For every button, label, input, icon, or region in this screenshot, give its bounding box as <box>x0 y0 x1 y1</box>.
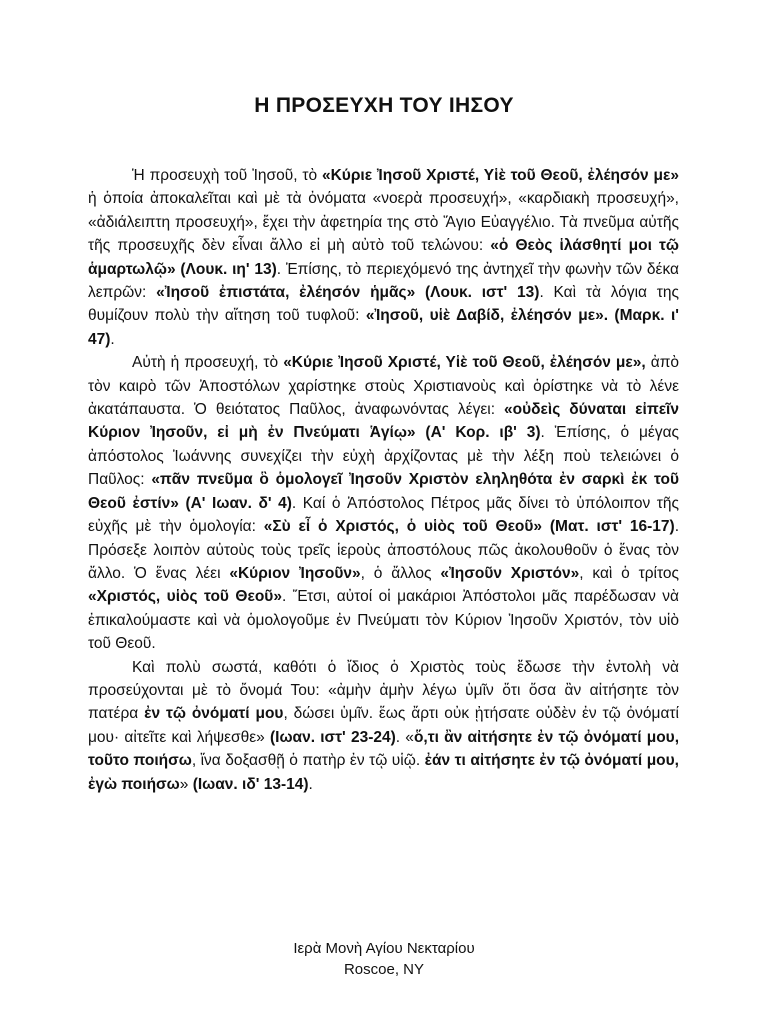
page-title: Η ΠΡΟΣΕΥΧΗ ΤΟΥ ΙΗΣΟΥ <box>254 94 514 117</box>
bold-run: «Κύριον Ἰησοῦν» <box>229 564 361 582</box>
text-run: . Ἐπίσης, τὸ περιεχόμενό της ἀντηχεῖ τὴν φωνὴν τῶν δέκα λεπρῶν: <box>88 260 679 302</box>
footer-location: Roscoe, NY <box>343 961 425 978</box>
bold-run: ὅ,τι ἂν αἰτήσητε ἐν τῷ ὀνόματί μου, τοῦτο ποιήσω <box>88 728 680 770</box>
paragraph-3 <box>88 656 679 796</box>
body-text <box>88 164 679 796</box>
text-run: . « <box>395 728 414 746</box>
paragraph-2 <box>88 351 679 655</box>
footer <box>0 938 768 980</box>
text-run: Ἡ προσευχὴ τοῦ Ἰησοῦ, τὸ <box>132 167 322 184</box>
text-run: , ὁ ἄλλος <box>360 564 441 582</box>
text-run: , δώσει ὑμῖν. ἕως ἄρτι οὐκ ᾐτήσατε οὐδὲν ἐν τῷ ὀνόματί μου· αἰτεῖτε καὶ λήψεσθε» <box>88 705 680 746</box>
text-run: Αὐτὴ ἡ προσευχή, τὸ <box>132 354 284 372</box>
text-run: ἀπὸ τὸν καιρὸ τῶν Ἀποστόλων χαρίστηκε στοὺς Χριστιανοὺς καὶ ὁρίστηκε νὰ τὸ λένε ἀκατάπαυστα. Ὁ θειότατος Παῦλος, ἀναφωνόντας λέγει: <box>88 354 680 419</box>
bold-run: ἐάν τι αἰτήσητε ἐν τῷ ὀνόματί μου, ἐγὼ ποιήσω <box>88 752 679 793</box>
bold-run: (Ιωαν. ιδ' 13-14) <box>192 775 309 793</box>
text-run: , καὶ ὁ τρίτος <box>579 564 679 582</box>
text-run: . <box>308 775 313 793</box>
text-run: ἡ ὁποία ἀποκαλεῖται καὶ μὲ τὰ ὀνόματα «νοερὰ προσευχή», «καρδιακὴ προσευχή», «ἀδιάλειπτη προσευχή», ἔχει τὴν ἀφετηρία της στὸ Ἅγιο Εὐαγγέλιο. Τὰ πνεῦμα αὐτῆς τῆς προσευχῆς δὲν εἶναι ἄλλο εἰ μὴ αὐτὸ τοῦ τελώνου: <box>88 190 679 255</box>
bold-run: «Ἰησοῦ ἐπιστάτα, ἐλέησόν ἡμᾶς» (Λουκ. ιστ' 13) <box>156 284 540 302</box>
text-run: Καὶ πολὺ σωστά, καθότι ὁ ἴδιος ὁ Χριστὸς τοὺς ἔδωσε τὴν ἐντολὴ νὰ προσεύχονται μὲ τὸ ὄνομά Του: «ἀμὴν ἀμὴν λέγω ὑμῖν ὅτι ὅσα ἂν αἰτήσητε τὸν πατέρα <box>88 658 679 723</box>
text-run: . Καί ὁ Ἀπόστολος Πέτρος μᾶς δίνει τὸ ὑπόλοιπον τῆς εὐχῆς μὲ τὴν ὁμολογία: <box>88 494 679 536</box>
text-run: . Πρόσεξε λοιπὸν αὐτοὺς τοὺς τρεῖς ἱεροὺς ἀποστόλους πῶς ἀκολουθοῦν ὁ ἕνας τὸν ἄλλο. Ὁ ἕνας λέει <box>88 518 679 582</box>
text-run: . Καὶ τὰ λόγια της θυμίζουν πολὺ τὴν αἴτηση τοῦ τυφλοῦ: <box>88 284 680 325</box>
bold-run: «Ἰησοῦν Χριστόν» <box>440 564 580 582</box>
text-run: . Ἔτσι, αὐτοί οἱ μακάριοι Ἀπόστολοι μᾶς παρέδωσαν νὰ ἐπικαλούμαστε καὶ νὰ ὁμολογοῦμε ἐν Πνεύματι τὸν Κύριον Ἰησοῦν Χριστόν, τὸν υἱὸ τοῦ Θεοῦ. <box>88 588 680 653</box>
text-run: . <box>110 330 115 348</box>
text-run: » <box>179 775 193 793</box>
bold-run: «Κύριε Ἰησοῦ Χριστέ, Υἱὲ τοῦ Θεοῦ, ἐλέησόν με», <box>283 354 646 372</box>
text-run: . Ἐπίσης, ὁ μέγας ἀπόστολος Ἰωάννης συνεχίζει τὴν εὐχὴ ἀρχίζοντας μὲ τὴν λέξη ποὺ τελειώνει ὁ Παῦλος: <box>88 424 679 489</box>
text-run: , ἵνα δοξασθῇ ὁ πατὴρ ἐν τῷ υἱῷ. <box>191 752 425 770</box>
bold-run: «ὁ Θεὸς ἱλάσθητί μοι τῷ ἁμαρτωλῷ» (Λουκ. ιη' 13) <box>88 237 680 278</box>
bold-run: (Ιωαν. ιστ' 23-24) <box>270 728 396 746</box>
bold-run: «Κύριε Ἰησοῦ Χριστέ, Υἱὲ τοῦ Θεοῦ, ἐλέησόν με» <box>321 167 679 184</box>
paragraph-1 <box>88 164 679 351</box>
footer-monastery-name: Ιερὰ Μονὴ Αγίου Νεκταρίου <box>293 940 475 957</box>
bold-run: «Χριστός, υἱὸς τοῦ Θεοῦ» <box>88 588 282 606</box>
bold-run: «πᾶν πνεῦμα ὃ ὁμολογεῖ Ἰησοῦν Χριστὸν εληληθότα ἐν σαρκὶ ἐκ τοῦ Θεοῦ ἐστίν» (Α' Ιωαν. δ' 4) <box>88 471 679 512</box>
bold-run: «Σὺ εἶ ὁ Χριστός, ὁ υἱὸς τοῦ Θεοῦ» (Ματ. ιστ' 16-17) <box>263 518 675 536</box>
bold-run: «Ἰησοῦ, υἱὲ Δαβίδ, ἐλέησόν με». (Μαρκ. ι' 47) <box>88 307 679 348</box>
bold-run: «οὐδεὶς δύναται εἰπεῖν Κύριον Ἰησοῦν, εἰ μὴ ἐν Πνεύματι Ἁγίῳ» (Α' Κορ. ιβ' 3) <box>88 401 679 442</box>
bold-run: ἐν τῷ ὀνόματί μου <box>144 705 284 723</box>
